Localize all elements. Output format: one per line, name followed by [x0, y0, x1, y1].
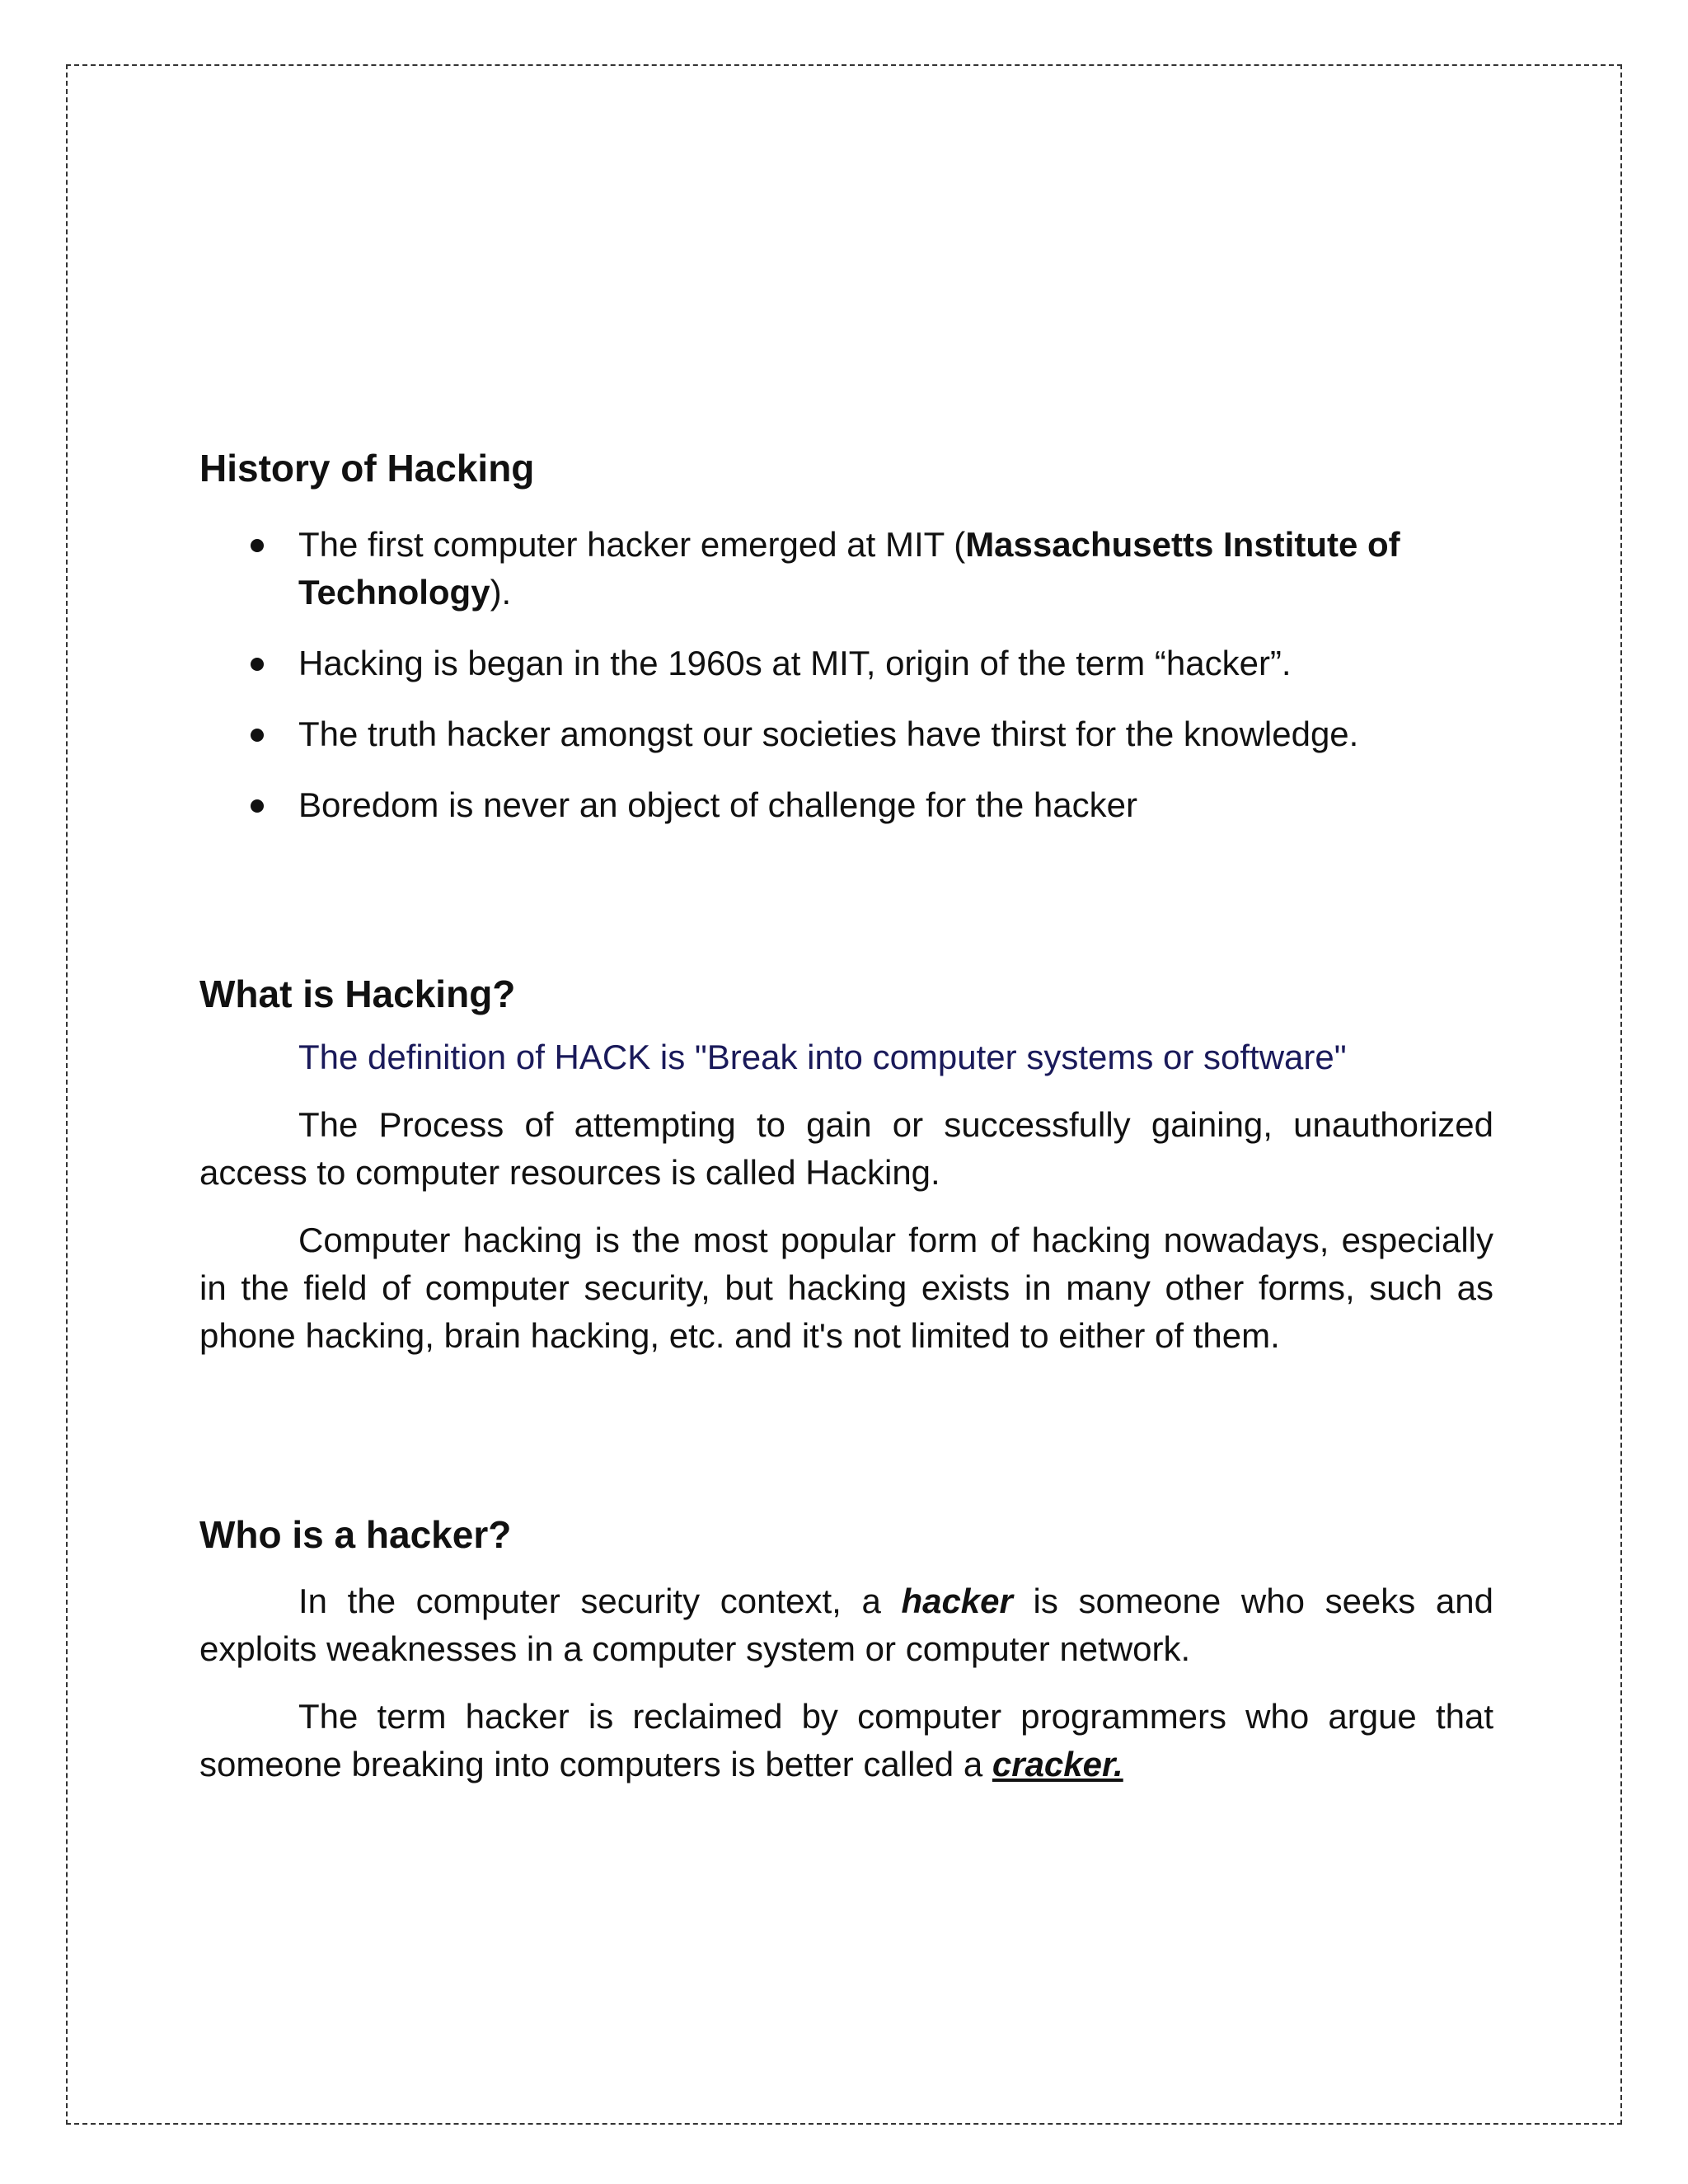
bullet-text: Hacking is began in the 1960s at MIT, origin of the term “hacker”. — [298, 644, 1292, 682]
history-heading: History of Hacking — [199, 447, 535, 490]
bullet-text: The first computer hacker emerged at MIT ( — [298, 525, 966, 564]
bullet-icon — [251, 539, 264, 552]
list-item — [199, 710, 1493, 758]
paragraph-text: is someone who seeks and exploits weaknesses in a computer system or computer network. — [199, 1582, 1493, 1668]
history-bullet-list — [199, 521, 1493, 829]
what-heading: What is Hacking? — [199, 972, 516, 1015]
bullet-text: Boredom is never an object of challenge for the hacker — [298, 785, 1137, 824]
cracker-emphasis: cracker. — [992, 1745, 1123, 1783]
list-item — [199, 521, 1493, 616]
paragraph-text: In the computer security context, a — [298, 1582, 902, 1620]
cracker-paragraph — [199, 1693, 1493, 1788]
document-body — [199, 445, 1493, 1808]
bullet-text: The truth hacker amongst our societies have thirst for the knowledge. — [298, 715, 1359, 753]
who-heading: Who is a hacker? — [199, 1513, 512, 1556]
paragraph-text: The term hacker is reclaimed by computer programmers who argue that someone breaking into computers is better called a — [199, 1697, 1493, 1783]
bullet-icon — [251, 729, 264, 742]
bullet-text: ). — [490, 573, 512, 612]
hacker-emphasis: hacker — [901, 1582, 1013, 1620]
bullet-icon — [251, 658, 264, 671]
hacker-definition-paragraph — [199, 1577, 1493, 1673]
bullet-icon — [251, 799, 264, 813]
hacking-process-paragraph: The Process of attempting to gain or successfully gaining, unauthorized access to computer resources is called Hacking. — [199, 1105, 1493, 1192]
list-item — [199, 781, 1493, 829]
bullet-bold-text: Massachusetts Institute of Technology — [298, 525, 1400, 612]
list-item — [199, 640, 1493, 687]
definition-text: The definition of HACK is "Break into computer systems or software" — [298, 1038, 1347, 1076]
computer-hacking-paragraph: Computer hacking is the most popular form of hacking nowadays, especially in the field of computer security, but hacking exists in many other forms, such as phone hacking, brain hacking, etc. and it's not limited to either of them. — [199, 1221, 1493, 1355]
